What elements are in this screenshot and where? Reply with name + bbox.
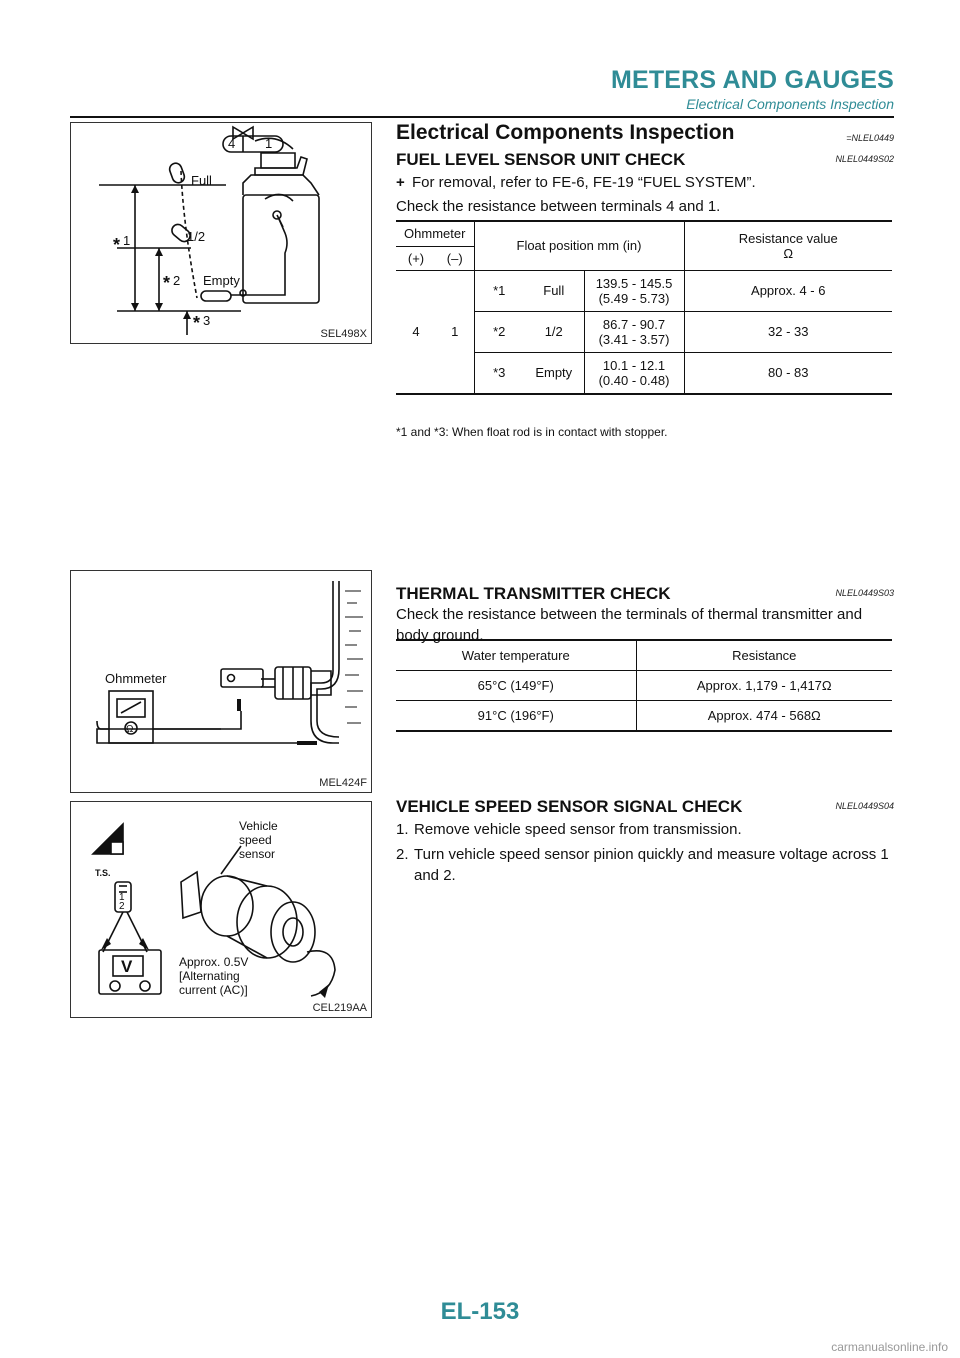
fuel-sensor-note: *1 and *3: When float rod is in contact with stopper. [396,425,668,439]
terminal-2-label: 2 [119,901,125,912]
fuel-sensor-table [396,220,892,395]
running-header-title: METERS AND GAUGES [610,66,894,94]
terminal-1-label: 1 [265,136,273,151]
voltmeter-icon: V [121,957,133,976]
star-3-label: 3 [203,313,211,328]
svg-text:*: * [163,273,171,293]
thermal-body: Check the resistance between the terminals of thermal transmitter and body ground. [396,606,863,644]
running-header-subtitle: Electrical Components Inspection [686,96,894,112]
fuel-sensor-drawing [71,123,371,343]
watermark: carmanualsonline.info [831,1340,948,1354]
row-id: *2 [474,311,524,352]
resistance-value-header: Resistance value Ω [684,222,892,270]
resistance-header: Resistance [636,641,892,670]
fuel-sensor-bullet: + For removal, refer to FE-6, FE-19 “FUEL SYSTEM”. [396,174,756,191]
thermal-transmitter-figure [70,570,372,793]
approx-label-line1: Approx. 0.5V [179,955,249,969]
svg-text:*: * [193,313,201,333]
half-label: 1/2 [187,229,206,244]
ohmmeter-header: Ohmmeter [396,222,474,246]
plus-header: (+) [396,246,436,270]
row-value: 32 - 33 [684,311,892,352]
row-id: *1 [474,270,524,311]
row-mm: 10.1 - 12.1 (0.40 - 0.48) [584,352,684,393]
speed-sensor-drawing [71,802,371,1002]
figure-label: CEL219AA [312,1002,367,1014]
fuel-sensor-ref: NLEL0449S02 [835,154,894,164]
terminal-1-label: 1 [119,892,125,903]
thermal-heading: THERMAL TRANSMITTER CHECK [396,584,671,603]
fuel-sensor-figure [70,122,372,344]
ts-icon: T.S. [95,868,111,878]
approx-label-line3: current (AC)] [179,983,248,997]
row-position: 1/2 [524,311,584,352]
row-mm: 139.5 - 145.5 (5.49 - 5.73) [584,270,684,311]
terminal-4-label: 4 [228,136,236,151]
header-rule [70,116,894,118]
row-position: Empty [524,352,584,393]
vss-heading: VEHICLE SPEED SENSOR SIGNAL CHECK [396,797,743,816]
sensor-label-line2: speed [239,833,272,847]
vss-ref: NLEL0449S04 [835,801,894,811]
plus-terminal: 4 [412,324,420,340]
float-position-header: Float position mm (in) [474,222,684,270]
thermal-transmitter-drawing [71,571,371,771]
minus-terminal: 1 [436,270,474,393]
thermal-ref: NLEL0449S03 [835,588,894,598]
fuel-sensor-instruction: Check the resistance between terminals 4 and 1. [396,198,721,215]
minus-header: (–) [436,246,474,270]
vss-step: 1. Remove vehicle speed sensor from transmission. [396,821,742,838]
figure-label: MEL424F [319,777,367,789]
figure-label: SEL498X [320,328,367,340]
row-mm: 86.7 - 90.7 (3.41 - 3.57) [584,311,684,352]
row-value: 80 - 83 [768,365,809,381]
page-number: EL-153 [440,1298,520,1325]
vss-step: 2. Turn vehicle speed sensor pinion quickly and measure voltage across 1 and 2. [396,846,889,884]
resistance-cell: Approx. 1,179 - 1,417Ω [636,670,892,700]
approx-label-line2: [Alternating [179,969,240,983]
row-id: *3 [493,365,506,381]
speed-sensor-figure [70,801,372,1018]
ohmmeter-label: Ohmmeter [105,671,167,686]
temp-cell: 91°C (196°F) [396,700,636,730]
section-ref: =NLEL0449 [846,133,894,143]
sensor-label-line3: sensor [239,847,276,861]
full-label: Full [191,173,212,188]
row-value: Approx. 4 - 6 [684,270,892,311]
water-temp-header: Water temperature [396,641,636,670]
star-2-label: 2 [173,273,181,288]
thermal-table [396,639,892,732]
omega-icon: Ω [126,724,134,735]
svg-text:*: * [113,235,121,255]
star-1-label: 1 [123,233,131,248]
fuel-sensor-heading: FUEL LEVEL SENSOR UNIT CHECK [396,150,686,169]
temp-cell: 65°C (149°F) [396,670,636,700]
row-position: Full [524,270,584,311]
resistance-cell: Approx. 474 - 568Ω [707,707,821,723]
sensor-label-line1: Vehicle [239,819,278,833]
section-title: Electrical Components Inspection [396,121,735,144]
empty-label: Empty [203,273,240,288]
